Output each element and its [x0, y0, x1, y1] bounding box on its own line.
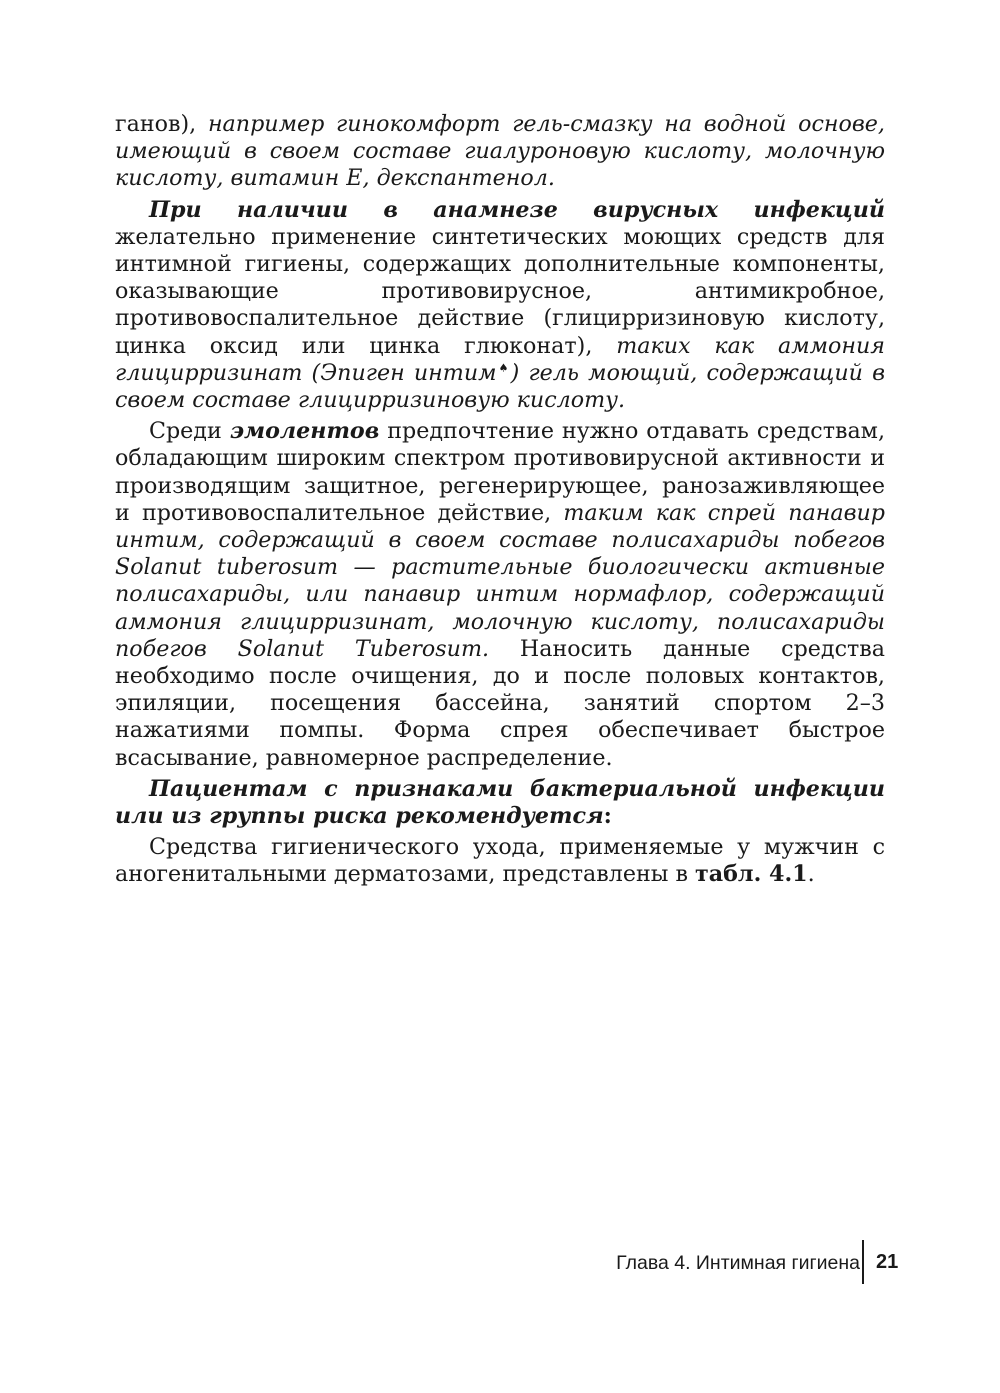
paragraph-italic-text: таким как спрей панавир интим, содержащий в своем составе полисахариды побегов Solanut tuberosum — растительные биологически активные полисахариды, или панавир интим нормафлор, содержащий аммония глицирризинат, молочную кислоту, полисахариды побегов Solanut Tuberosum.: [115, 499, 885, 662]
paragraph-continuation: [115, 111, 885, 193]
running-footer-chapter: Глава 4. Интимная гигиена: [616, 1252, 860, 1274]
paragraph-italic-text: например гинокомфорт гель-смазку на водной основе, имеющий в своем составе гиалуроновую кислоту, молочную кислоту, витамин Е, декспантенол.: [115, 111, 885, 192]
page-body: [115, 111, 885, 893]
paragraph-text: Наносить данные средства необходимо после очищения, до и после половых контактов, эпиляции, посещения бассейна, занятий спортом 2–3 нажатиями помпы. Форма спрея обеспечивает быстрое всасывание, равномерное распределение.: [115, 635, 885, 771]
paragraph-table-reference: [115, 834, 885, 888]
page-number: 21: [876, 1251, 899, 1273]
paragraph-text: Среди: [149, 418, 230, 445]
paragraph-bacterial-infection-heading: [115, 776, 885, 830]
heading-colon: :: [603, 803, 612, 830]
paragraph-lead-heading: эмолентов: [229, 418, 380, 445]
paragraph-lead-heading: При наличии в анамнезе вирусных инфекций: [149, 196, 885, 223]
paragraph-text: ганов),: [115, 111, 208, 137]
trademark-mark: ♠: [496, 361, 511, 375]
paragraph-emollients: [115, 418, 885, 772]
paragraph-text: желательно применение синтетических моющих средств для интимной гигиены, содержащих дополнительные компоненты, оказывающие противовирусное, антимикробное, противовоспалительное действие (глицирризиновую кислоту, цинка оксид или цинка глюконат),: [115, 223, 885, 359]
page-footer: [0, 1240, 1000, 1284]
paragraph-text: предпочтение нужно отдавать средствам, обладающим широким спектром противовирусной активности и производящим защитное, регенерирующее, ранозаживляющее и противовоспалительное действие,: [115, 418, 885, 526]
paragraph-text: Средства гигиенического ухода, применяемые у мужчин с аногенитальными дерматозами, представлены в: [115, 834, 885, 888]
table-reference-link: табл. 4.1: [695, 861, 808, 888]
paragraph-lead-heading: Пациентам с признаками бактериальной инфекции или из группы риска рекомендуется: [115, 775, 885, 830]
paragraph-italic-text: ) гель моющий, содержащий в своем составе глицирризиновую кислоту.: [115, 359, 885, 414]
paragraph-text: .: [807, 861, 815, 888]
paragraph-viral-infections: [115, 197, 885, 415]
footer-divider: [862, 1240, 864, 1284]
paragraph-italic-text: таких как аммония глицирризинат (Эпиген интим: [115, 332, 885, 386]
